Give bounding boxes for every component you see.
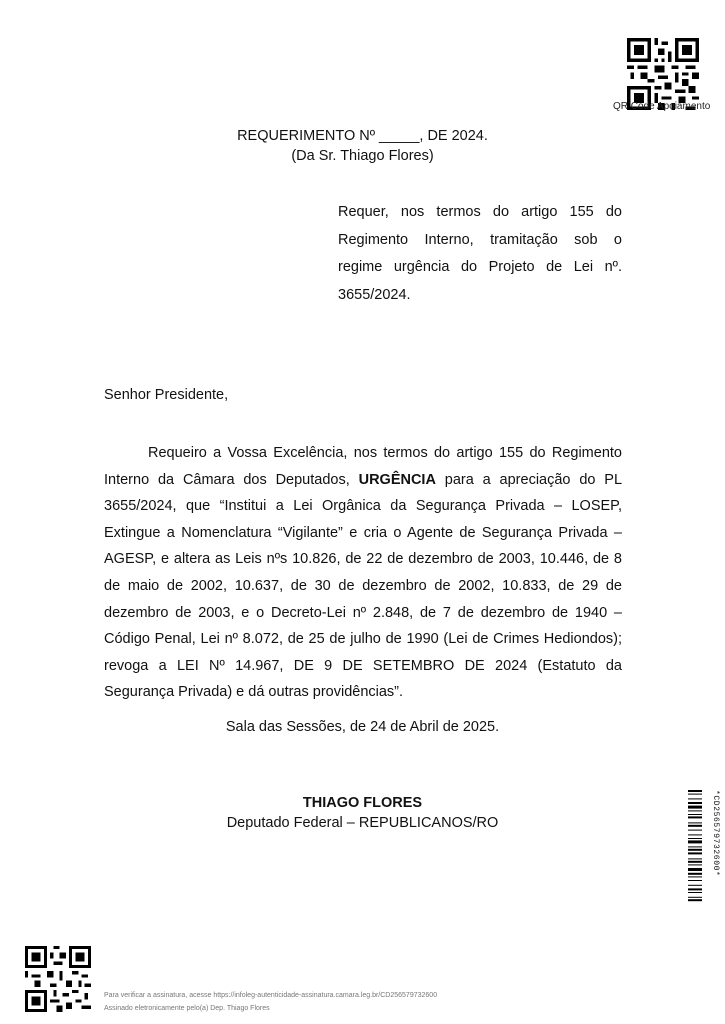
ementa-line: regime urgência do Projeto de Lei nº.	[338, 259, 622, 275]
body-line: de maio de 2002, 10.637, de 30 de dezembro de 2002, 10.833, de 29 de	[104, 577, 622, 594]
signature-role: Deputado Federal – REPUBLICANOS/RO	[226, 815, 499, 831]
qr-code-verification	[25, 946, 91, 1012]
ementa	[338, 199, 622, 309]
document-title: REQUERIMENTO Nº _____, DE 2024.	[237, 128, 488, 144]
body-text: Interno da Câmara dos Deputados,	[104, 471, 350, 488]
body-line: Segurança Privada) e dá outras providências”.	[104, 684, 404, 701]
body-line: 3655/2024, que “Institui a Lei Orgânica da Segurança Privada – LOSEP,	[104, 498, 622, 515]
body-line: Extingue a Nomenclatura “Vigilante” e cria o Agente de Segurança Privada –	[104, 524, 622, 541]
urgencia-emphasis: URGÊNCIA	[358, 471, 436, 488]
body-line: dezembro de 2003, e o Decreto-Lei nº 2.848, de 7 de dezembro de 1940 –	[104, 604, 622, 621]
verification-footer: Para verificar a assinatura, acesse https://infoleg-autenticidade-assinatura.camara.leg.br/CD256579732600	[104, 992, 438, 999]
ementa-line: 3655/2024.	[338, 286, 411, 303]
body-line: AGESP, e altera as Leis nºs 10.826, de 22 de dezembro de 2003, 10.446, de 8	[104, 551, 622, 568]
body-line	[104, 467, 622, 494]
date-line	[0, 719, 725, 735]
salutation: Senhor Presidente,	[104, 387, 229, 403]
ementa-line: Regimento Interno, tramitação sob o	[338, 231, 622, 248]
ementa-line: Requer, nos termos do artigo 155 do	[338, 204, 622, 220]
body-line: Código Penal, Lei nº 8.072, de 25 de julho de 1990 (Lei de Crimes Hediondos);	[104, 631, 622, 648]
qr-code-label: QR Code Apoiamento	[613, 101, 711, 112]
body-paragraph	[104, 440, 622, 706]
body-line: Requeiro a Vossa Excelência, nos termos do artigo 155 do Regimento	[148, 445, 622, 461]
signature-name: THIAGO FLORES	[302, 795, 423, 811]
author-line: (Da Sr. Thiago Flores)	[291, 148, 434, 164]
qr-code-apoiamento	[627, 38, 699, 110]
body-text: para a apreciação do PL	[444, 471, 623, 488]
body-line: revoga a LEI Nº 14.967, DE 9 DE SETEMBRO DE 2024 (Estatuto da	[104, 657, 622, 674]
signed-footer: Assinado eletronicamente pelo(a) Dep. Thiago Flores	[104, 1005, 270, 1012]
date-text: Sala das Sessões, de 24 de Abril de 2025.	[225, 719, 500, 735]
barcode-text: *CD256579732600*	[711, 790, 720, 877]
